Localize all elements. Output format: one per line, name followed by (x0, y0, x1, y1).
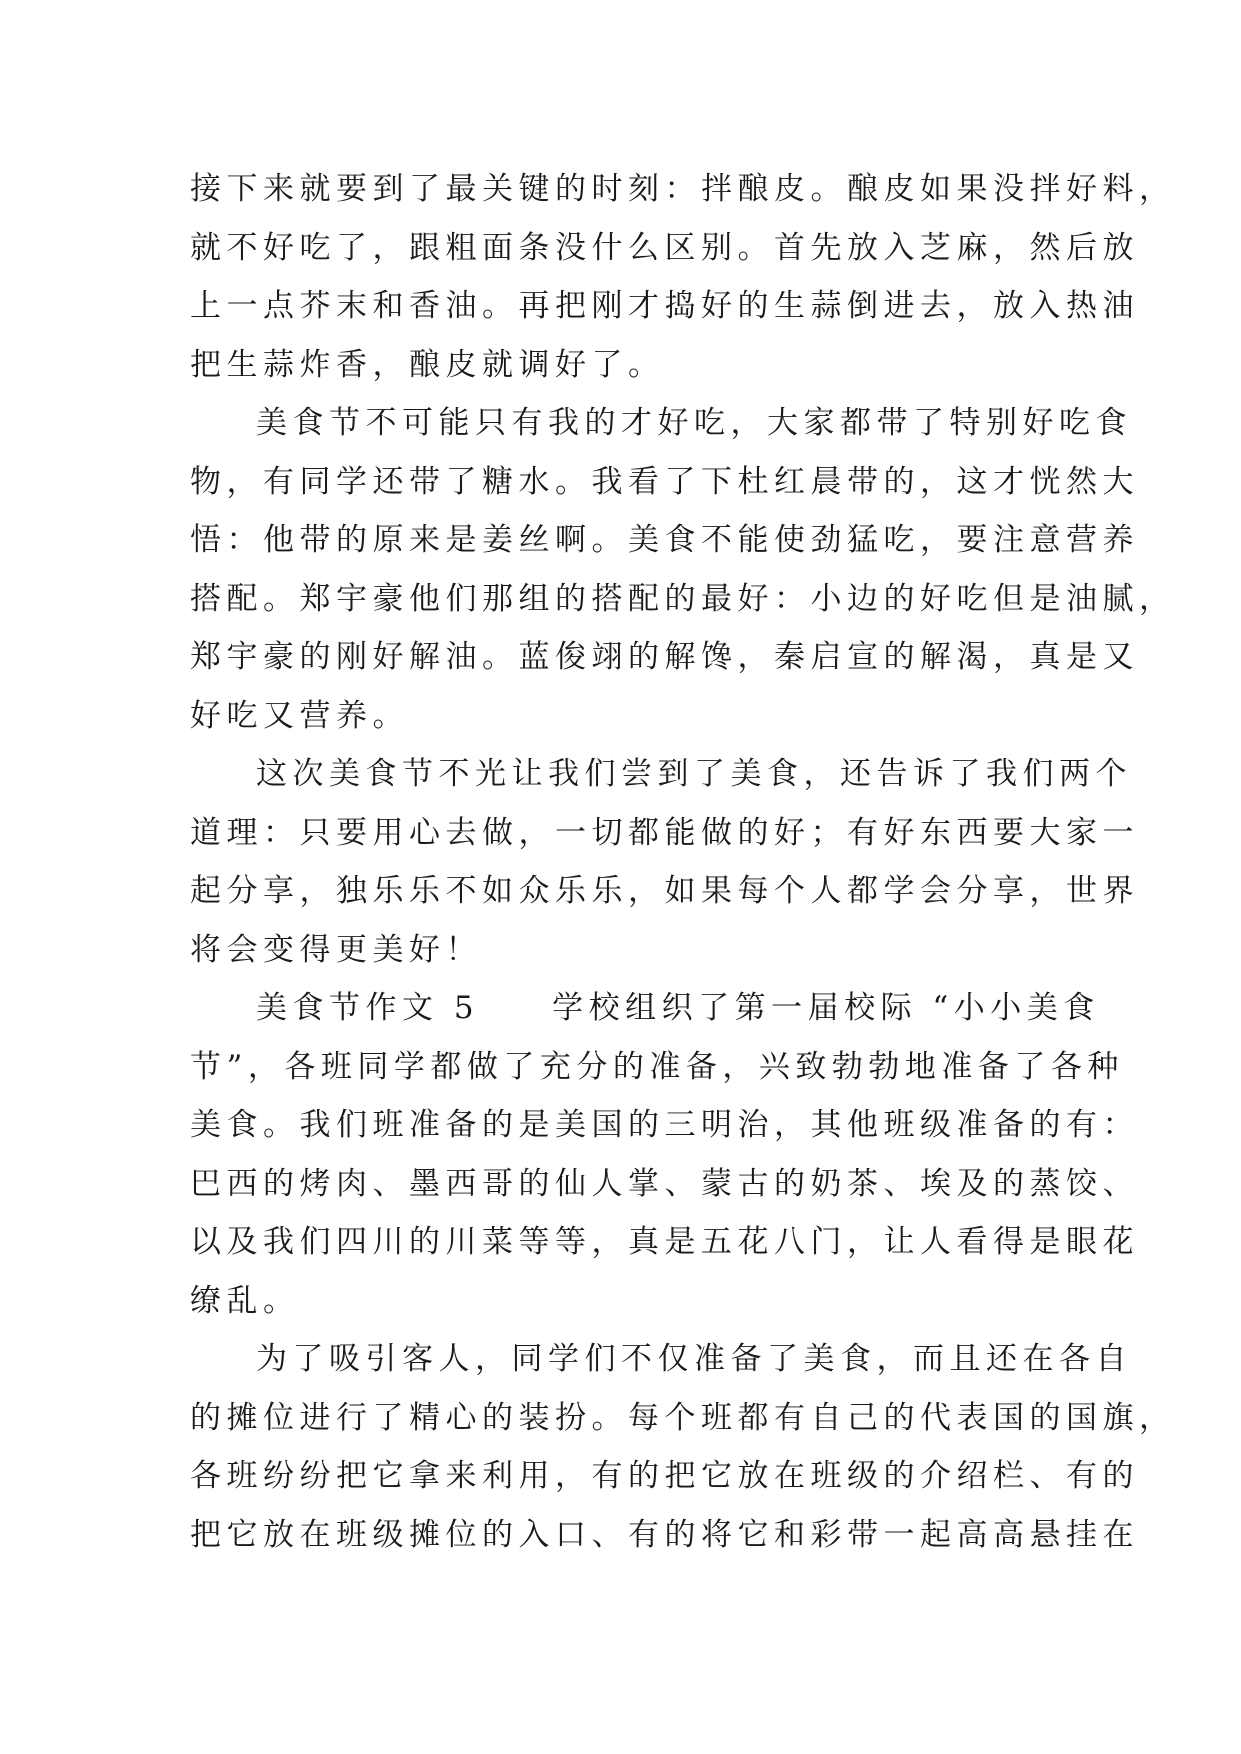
body-text (190, 160, 1176, 1564)
text-line: 道理：只要用心去做，一切都能做的好；有好东西要大家一 (190, 814, 1139, 851)
text-line: 起分享，独乐乐不如众乐乐，如果每个人都学会分享，世界 (190, 873, 1139, 909)
text-line: 各班纷纷把它拿来利用，有的把它放在班级的介绍栏、有的 (190, 1458, 1139, 1494)
text-line: 巴西的烤肉、墨西哥的仙人掌、蒙古的奶茶、埃及的蒸饺、 (190, 1165, 1139, 1202)
text-line: 美食节作文 5 学校组织了第一届校际 “小小美食 (256, 990, 1100, 1026)
text-line: 美食节不可能只有我的才好吃，大家都带了特别好吃食 (256, 405, 1132, 441)
text-line: 的摊位进行了精心的装扮。每个班都有自己的代表国的国旗， (190, 1399, 1176, 1436)
text-line: 接下来就要到了最关键的时刻：拌酿皮。酿皮如果没拌好料， (190, 171, 1176, 207)
text-line: 缭乱。 (190, 1282, 300, 1319)
text-line: 好吃又营养。 (190, 697, 409, 734)
text-line: 把它放在班级摊位的入口、有的将它和彩带一起高高悬挂在 (190, 1516, 1139, 1553)
text-line: 节”，各班同学都做了充分的准备，兴致勃勃地准备了各种 (190, 1048, 1124, 1085)
text-line: 物，有同学还带了糖水。我看了下杜红晨带的，这才恍然大 (190, 463, 1139, 500)
text-line: 将会变得更美好！ (190, 931, 482, 968)
text-line: 以及我们四川的川菜等等，真是五花八门，让人看得是眼花 (190, 1224, 1139, 1260)
text-line: 把生蒜炸香，酿皮就调好了。 (190, 346, 665, 383)
text-line: 悟：他带的原来是姜丝啊。美食不能使劲猛吃，要注意营养 (190, 522, 1139, 558)
text-line: 就不好吃了，跟粗面条没什么区别。首先放入芝麻，然后放 (190, 229, 1139, 266)
text-line: 为了吸引客人，同学们不仅准备了美食，而且还在各自 (256, 1341, 1132, 1377)
text-line: 郑宇豪的刚好解油。蓝俊翊的解馋，秦启宣的解渴，真是又 (190, 639, 1139, 675)
text-line: 上一点芥末和香油。再把刚才捣好的生蒜倒进去，放入热油 (190, 288, 1139, 324)
text-line: 搭配。郑宇豪他们那组的搭配的最好：小边的好吃但是油腻， (190, 580, 1176, 617)
text-line: 美食。我们班准备的是美国的三明治，其他班级准备的有： (190, 1107, 1139, 1143)
text-line: 这次美食节不光让我们尝到了美食，还告诉了我们两个 (256, 756, 1132, 792)
